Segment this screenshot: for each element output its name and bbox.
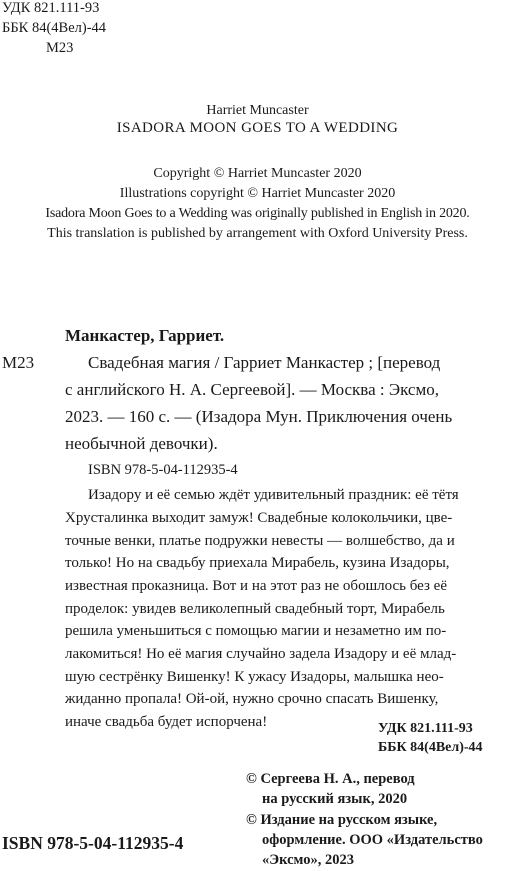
- annotation-line: жиданно пропала! Ой-ой, нужно срочно спасать Вишенку,: [65, 691, 439, 707]
- udk-code-bottom: УДК 821.111-93: [378, 721, 473, 736]
- annotation-line: иначе свадьба будет испорчена!: [65, 714, 268, 730]
- annotation-line: лакомиться! Но её магия случайно задела Изадору и её млад-: [65, 646, 457, 662]
- record-line: с английского Н. А. Сергеевой]. — Москва : Эксмо,: [65, 380, 439, 399]
- annotation-line: решила уменьшиться с помощью магии и незаметно им по-: [65, 623, 447, 639]
- record-heading: Манкастер, Гарриет.: [65, 326, 225, 345]
- record-line: 2023. — 160 с. — (Изадора Мун. Приключения очень: [65, 407, 453, 426]
- annotation-line: точные венки, платье подружки невесты — волшебство, да и: [65, 533, 455, 549]
- annotation-line: известная проказница. Вот и на этот раз не обошлось без её: [65, 578, 447, 594]
- author-mark-top: М23: [46, 40, 74, 56]
- translation-copyright-cont: на русский язык, 2020: [262, 791, 408, 807]
- edition-copyright-publisher: «Эксмо», 2023: [262, 852, 354, 868]
- annotation-line: Изадору и её семью ждёт удивительный праздник: её тётя: [88, 487, 459, 503]
- record-line: необычной девочки).: [65, 434, 218, 453]
- annotation-line: проделок: увидев великолепный свадебный торт, Мирабель: [65, 601, 445, 617]
- original-publication-line: Isadora Moon Goes to a Wedding was originally published in English in 2020.: [45, 206, 470, 221]
- annotation-line: шую сестрёнку Вишенку! К ужасу Изадоры, малышка нео-: [65, 669, 444, 685]
- bbk-code-bottom: ББК 84(4Вел)-44: [378, 740, 483, 755]
- record-line: Свадебная магия / Гарриет Манкастер ; [перевод: [88, 353, 441, 372]
- original-author: Harriet Muncaster: [206, 103, 309, 118]
- annotation-line: только! Но на свадьбу приехала Мирабель, кузина Изадоры,: [65, 555, 450, 571]
- record-author-mark: М23: [2, 353, 35, 372]
- edition-copyright: © Издание на русском языке,: [246, 812, 438, 828]
- bbk-code-top: ББК 84(4Вел)-44: [2, 20, 107, 36]
- record-isbn: ISBN 978-5-04-112935-4: [88, 462, 238, 478]
- udk-code-top: УДК 821.111-93: [2, 0, 100, 16]
- copyright-line: Copyright © Harriet Muncaster 2020: [153, 166, 362, 181]
- translation-copyright: © Сергеева Н. А., перевод: [246, 771, 415, 787]
- edition-copyright-cont: оформление. ООО «Издательство: [262, 832, 483, 848]
- original-title: ISADORA MOON GOES TO A WEDDING: [116, 120, 399, 136]
- isbn-bottom: ISBN 978-5-04-112935-4: [2, 833, 184, 853]
- translation-arrangement-line: This translation is published by arrangement with Oxford University Press.: [47, 226, 468, 241]
- annotation-line: Хрусталинка выходит замуж! Свадебные колокольчики, цве-: [65, 510, 453, 526]
- illustrations-copyright-line: Illustrations copyright © Harriet Muncaster 2020: [119, 186, 396, 201]
